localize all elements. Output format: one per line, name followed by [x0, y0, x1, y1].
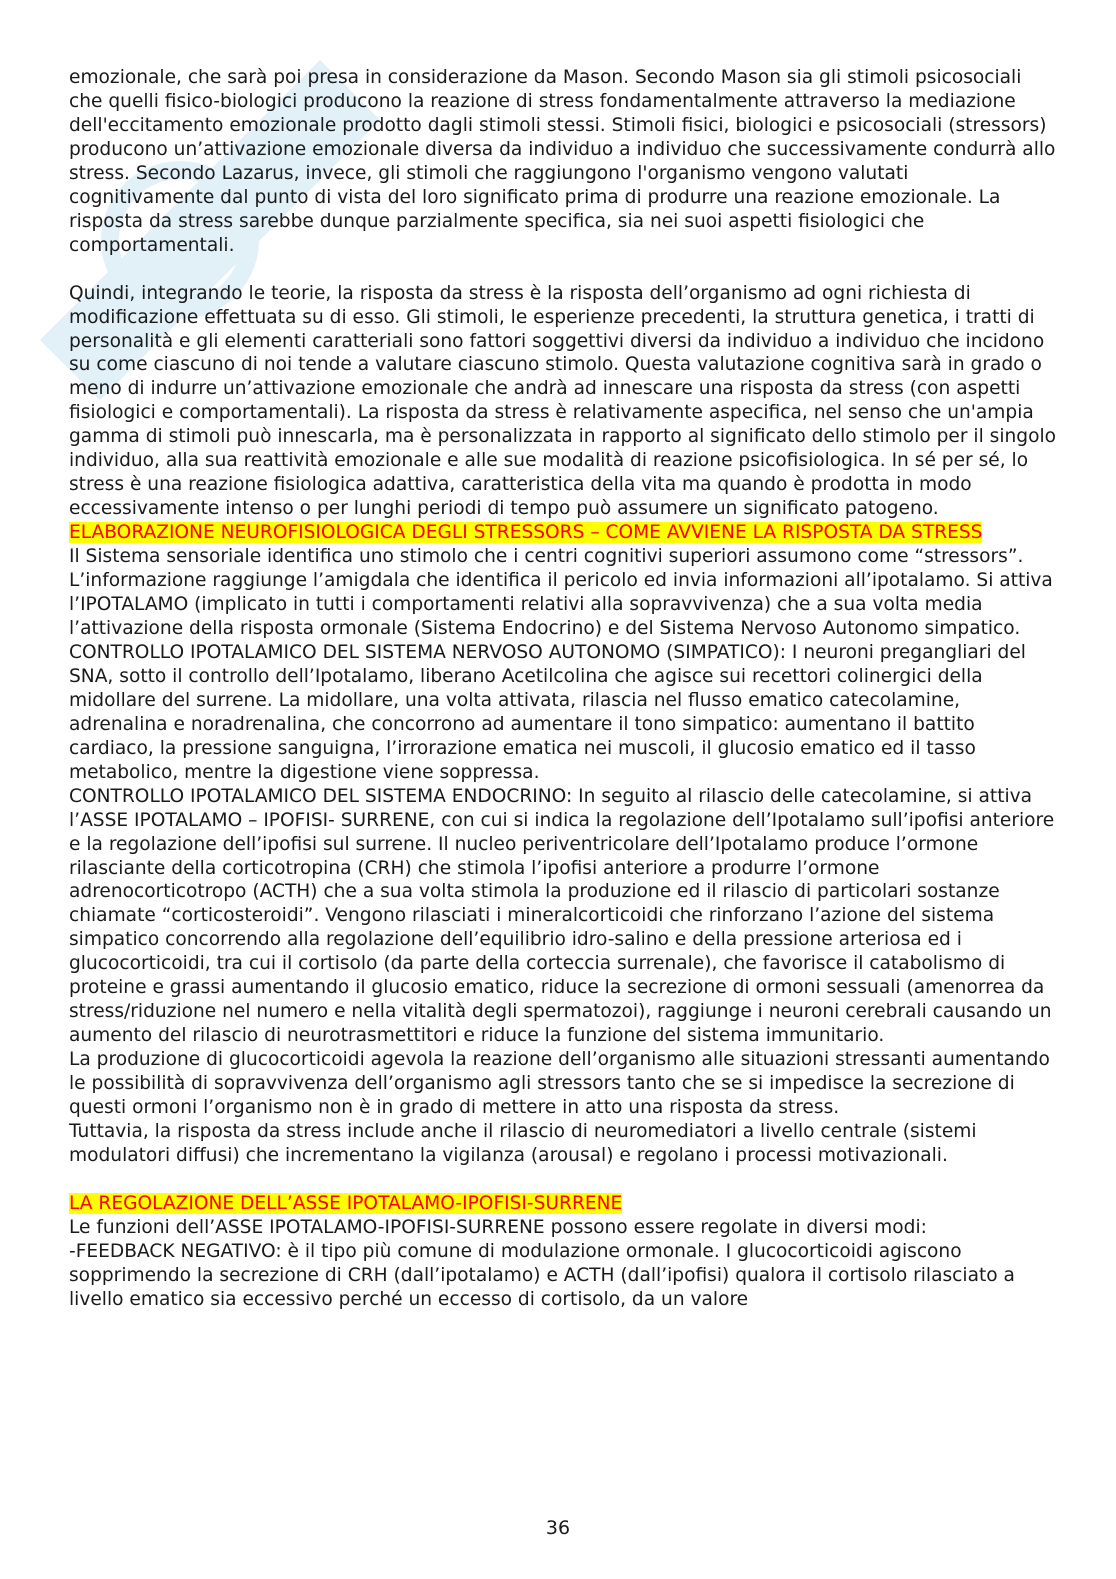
paragraph-funzioni-asse: Le funzioni dell’ASSE IPOTALAMO-IPOFISI-SURRENE possono essere regolate in diversi modi: [69, 1216, 927, 1238]
paragraph-controllo-endocrino: CONTROLLO IPOTALAMICO DEL SISTEMA ENDOCRINO: In seguito al rilascio delle catecolamine, si attiva l’ASSE IPOTALAMO – IPOFISI- SURRENE, con cui si indica la regolazione dell’Ipotalamo sull’ipofisi anteriore e la regolazione dell’ipofisi sul surrene. Il nucleo periventricolare dell’Ipotalamo produce l’ormone rilasciante della corticotropina (CRH) che stimola l’ipofisi anteriore a produrre l’ormone adrenocorticotropo (ACTH) che a sua volta stimola la produzione ed il rilascio di particolari sostanze chiamate “corticosteroidi”. Vengono rilasciati i mineralcorticoidi che rinforzano l’azione del sistema simpatico concorrendo alla regolazione dell’equilibrio idro-salino e della pressione arteriosa ed i glucocorticoidi, tra cui il cortisolo (da parte della corteccia surrenale), che favorisce il catabolismo di proteine e grassi aumentando il glucosio ematico, riduce la secrezione di ormoni sessuali (amenorrea da stress/riduzione nel numero e nella vitalità degli spermatozoi), raggiunge i neuroni cerebrali causando un aumento del rilascio di neurotrasmettitori e riduce la funzione del sistema immunitario. [69, 785, 1055, 1047]
document-body [69, 66, 1059, 1312]
paragraph-sistema-sensoriale: Il Sistema sensoriale identifica uno stimolo che i centri cognitivi superiori assumono come “stressors”. L’informazione raggiunge l’amigdala che identifica il pericolo ed invia informazioni all’ipotalamo. Si attiva l’IPOTALAMO (implicato in tutti i comportamenti relativi alla sopravvivenza) che a sua volta media l’attivazione della risposta ormonale (Sistema Endocrino) e del Sistema Nervoso Autonomo simpatico. [69, 546, 1053, 639]
page-number: 36 [545, 1517, 571, 1539]
paragraph-mason-lazarus: emozionale, che sarà poi presa in considerazione da Mason. Secondo Mason sia gli stimoli psicosociali che quelli fisico-biologici producono la reazione di stress fondamentalmente attraverso la mediazione dell'eccitamento emozionale prodotto dagli stimoli stessi. Stimoli fisici, biologici e psicosociali (stressors) producono un’attivazione emozionale diversa da individuo a individuo che successivamente condurrà allo stress. Secondo Lazarus, invece, gli stimoli che raggiungono l'organismo vengono valutati cognitivamente dal punto di vista del loro significato prima di produrre una reazione emozionale. La risposta da stress sarebbe dunque parzialmente specifica, sia nei suoi aspetti fisiologici che comportamentali. [69, 67, 1056, 256]
paragraph-controllo-sna: CONTROLLO IPOTALAMICO DEL SISTEMA NERVOSO AUTONOMO (SIMPATICO): I neuroni pregangliari del SNA, sotto il controllo dell’Ipotalamo, liberano Acetilcolina che agisce sui recettori colinergici della midollare del surrene. La midollare, una volta attivata, rilascia nel flusso ematico catecolamine, adrenalina e noradrenalina, che concorrono ad aumentare il tono simpatico: aumentano il battito cardiaco, la pressione sanguigna, l’irrorazione ematica nei muscoli, il glucosio ematico ed il tasso metabolico, mentre la digestione viene soppressa. [69, 641, 1026, 783]
paragraph-neuromediatori: Tuttavia, la risposta da stress include anche il rilascio di neuromediatori a livello centrale (sistemi modulatori diffusi) che incrementano la vigilanza (arousal) e regolano i processi motivazionali. [69, 1120, 977, 1166]
heading-regolazione-text: LA REGOLAZIONE DELL’ASSE IPOTALAMO-IPOFISI-SURRENE [69, 1192, 623, 1214]
paragraph-glucocorticoidi: La produzione di glucocorticoidi agevola la reazione dell’organismo alle situazioni stressanti aumentando le possibilità di sopravvivenza dell’organismo agli stressors tanto che se si impedisce la secrezione di questi ormoni l’organismo non è in grado di mettere in atto una risposta da stress. [69, 1049, 1050, 1119]
paragraph-feedback-negativo: -FEEDBACK NEGATIVO: è il tipo più comune di modulazione ormonale. I glucocorticoidi agiscono sopprimendo la secrezione di CRH (dall’ipotalamo) e ACTH (dall’ipofisi) qualora il cortisolo rilasciato a livello ematico sia eccessivo perché un eccesso di cortisolo, da un valore [69, 1240, 1015, 1310]
paragraph-risposta-stress: Quindi, integrando le teorie, la risposta da stress è la risposta dell’organismo ad ogni richiesta di modificazione effettuata su di esso. Gli stimoli, le esperienze precedenti, la struttura genetica, i tratti di personalità e gli elementi caratteriali sono fattori soggettivi diversi da individuo a individuo che incidono su come ciascuno di noi tende a valutare ciascuno stimolo. Questa valutazione cognitiva sarà in grado o meno di indurre un’attivazione emozionale che andrà ad innescare una risposta da stress (con aspetti fisiologici e comportamentali). La risposta da stress è relativamente aspecifica, nel senso che un'ampia gamma di stimoli può innescarla, ma è personalizzata in rapporto al significato dello stimolo per il singolo individuo, alla sua reattività emozionale e alle sue modalità di reazione psicofisiologica. In sé per sé, lo stress è una reazione fisiologica adattiva, caratteristica della vita ma quando è prodotta in modo eccessivamente intenso o per lunghi periodi di tempo può assumere un significato patogeno. [69, 282, 1057, 520]
section-heading-regolazione [69, 1192, 1059, 1216]
section-heading-elaborazione [69, 521, 1059, 545]
heading-elaborazione-text: ELABORAZIONE NEUROFISIOLOGICA DEGLI STRESSORS – COME AVVIENE LA RISPOSTA DA STRESS [69, 522, 983, 544]
